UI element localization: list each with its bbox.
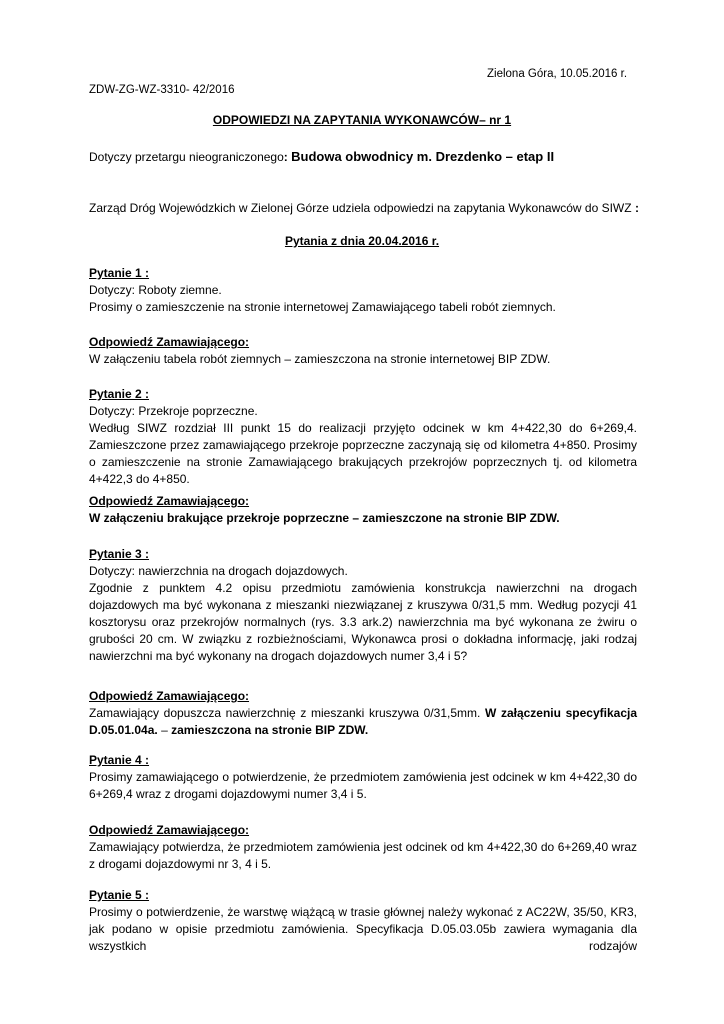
intro-colon: : [634, 201, 639, 215]
answer-2 [89, 493, 637, 527]
answer-heading: Odpowiedź Zamawiającego: [89, 823, 250, 837]
question-text: Prosimy zamawiającego o potwierdzenie, że przedmiotem zamówienia jest odcinek w km 4+422,30 do 6+269,4 wraz z drogami dojazdowymi numer 3,4 i 5. [89, 770, 637, 801]
question-heading: Pytanie 1 : [89, 266, 150, 280]
answer-1 [89, 334, 637, 368]
answer-heading: Odpowiedź Zamawiającego: [89, 335, 250, 349]
answer-text: W załączeniu tabela robót ziemnych – zamieszczona na stronie internetowej BIP ZDW. [89, 352, 551, 366]
question-1 [89, 265, 637, 316]
question-4 [89, 752, 637, 803]
tender-colon: : [283, 150, 288, 164]
question-text: Według SIWZ rozdział III punkt 15 do realizacji przyjęto odcinek w km 4+422,30 do 6+269,4. Zamieszczone przez zamawiającego przekroje poprzeczne zaczynają się od kilometra 4+850. Prosimy o zamieszczenie na stronie Zamawiającego brakujących przekrojów poprzecznych tj. od kilometra 4+422,3 do 4+850. [89, 421, 637, 486]
question-heading: Pytanie 4 : [89, 753, 150, 767]
question-heading: Pytanie 2 : [89, 387, 150, 401]
tender-line [89, 148, 554, 166]
answer-text [89, 705, 637, 739]
answer-text-plain: Zamawiający dopuszcza nawierzchnię z mieszanki kruszywa 0/31,5mm. [89, 706, 481, 720]
answer-text: W załączeniu brakujące przekroje poprzeczne – zamieszczone na stronie BIP ZDW. [89, 511, 560, 525]
answer-4 [89, 822, 637, 873]
intro-text: Zarząd Dróg Wojewódzkich w Zielonej Górze udziela odpowiedzi na zapytania Wykonawców do SIWZ [89, 201, 632, 215]
answer-heading: Odpowiedź Zamawiającego: [89, 494, 250, 508]
intro-paragraph [89, 200, 639, 217]
question-heading: Pytanie 5 : [89, 888, 150, 902]
question-text: Prosimy o zamieszczenie na stronie internetowej Zamawiającego tabeli robót ziemnych. [89, 300, 556, 314]
answer-text-attachment: W załączeniu specyfikacja D.05.01.04a. [89, 706, 638, 737]
question-heading: Pytanie 3 : [89, 547, 150, 561]
answer-text-published: zamieszczona na stronie BIP ZDW. [171, 723, 369, 737]
answer-heading: Odpowiedź Zamawiającego: [89, 689, 250, 703]
question-2 [89, 386, 637, 488]
question-text: Zgodnie z punktem 4.2 opisu przedmiotu zamówienia konstrukcja nawierzchni na drogach dojazdowych ma być wykonana z mieszanki niezwiązanej z kruszywa 0/31,5 mm. Według pozycji 41 kosztorysu oraz przekrojów normalnych (rys. 3.3 ark.2) nawierzchnia ma być wykonana ze żwiru o grubości 20 cm. W związku z rozbieżnościami, Wykonawca prosi o dokładna informację, jaki rodzaj nawierzchni ma być wykonany na drogach dojazdowych numer 3,4 i 5? [89, 581, 637, 663]
document-title: ODPOWIEDZI NA ZAPYTANIA WYKONAWCÓW– nr 1 [212, 113, 512, 127]
question-subject: Dotyczy: nawierzchnia na drogach dojazdowych. [89, 564, 348, 578]
question-text: Prosimy o potwierdzenie, że warstwę wiążącą w trasie głównej należy wykonać z AC22W, 35/50, KR3, jak podano w opisie przedmiotu zamówienia. Specyfikacja D.05.03.05b zawiera wymagania dla wszystkich rodzajów [89, 905, 637, 953]
tender-prefix: Dotyczy przetargu nieograniczonego [89, 150, 284, 164]
question-subject: Dotyczy: Przekroje poprzeczne. [89, 404, 258, 418]
answer-text: Zamawiający potwierdza, że przedmiotem zamówienia jest odcinek od km 4+422,30 do 6+269,40 wraz z drogami dojazdowymi nr 3, 4 i 5. [89, 840, 637, 871]
place-and-date: Zielona Góra, 10.05.2016 r. [487, 68, 628, 80]
questions-date-title: Pytania z dnia 20.04.2016 r. [284, 234, 440, 248]
question-3 [89, 546, 637, 665]
question-5 [89, 887, 637, 955]
answer-3 [89, 688, 637, 739]
tender-name: Budowa obwodnicy m. Drezdenko – etap II [291, 149, 555, 164]
question-subject: Dotyczy: Roboty ziemne. [89, 283, 222, 297]
answer-text-dash: – [161, 723, 168, 737]
reference-number: ZDW-ZG-WZ-3310- 42/2016 [89, 84, 235, 96]
